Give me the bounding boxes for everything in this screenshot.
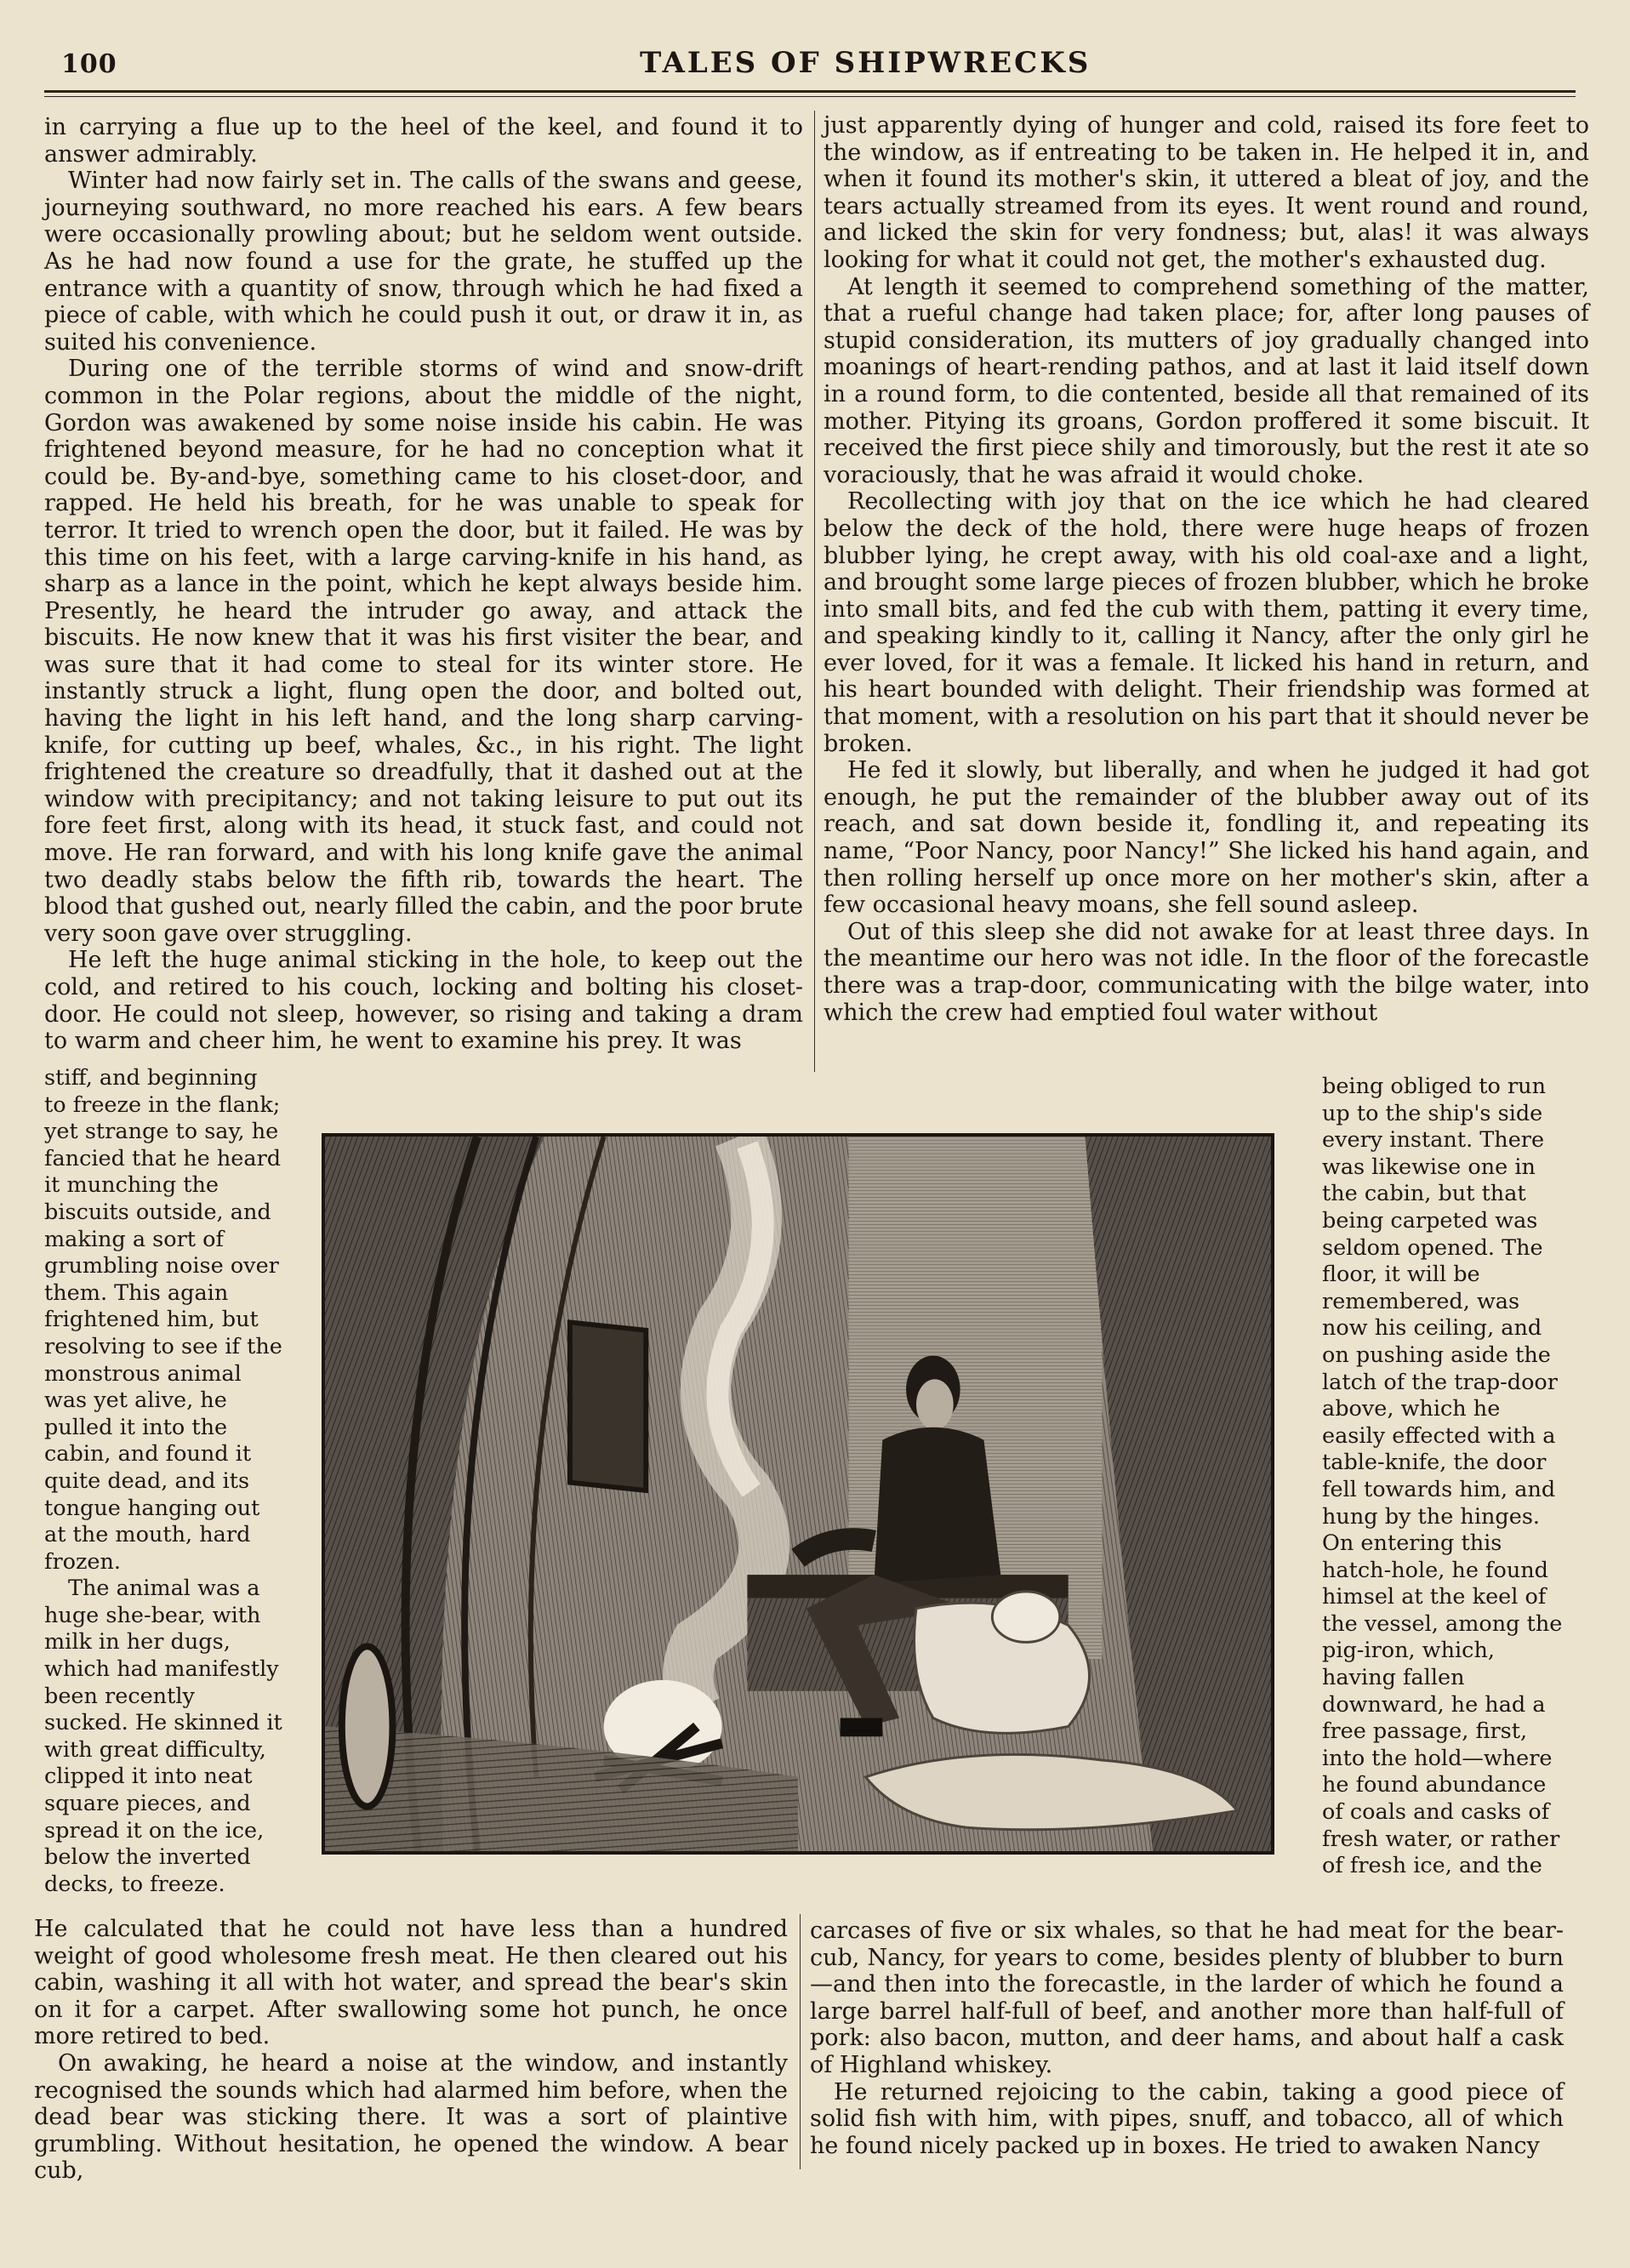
header-rule	[44, 90, 1576, 93]
engraving-illustration	[322, 1133, 1274, 1855]
right-column-bottom	[810, 1918, 1564, 2159]
engraving-svg	[325, 1137, 1271, 1851]
paragraph: being obliged to run up to the ship's side every instant. There was likewise one in the cabin, but that being carpeted was seldom opened. The floor, it will be remembered, was now his ceiling, and on pushing aside the latch of the trap-door above, which he easily effected with a table-knife, the door fell towards him, and hung by the hinges. On entering this hatch-hole, he found himsel at the keel of the vessel, among the pig-iron, which, having fallen downward, he had a free passage, first, into the hold—where he found abundance of coals and casks of fresh water, or rather of fresh ice, and the	[1322, 1074, 1563, 1879]
paragraph: carcases of five or six whales, so that he had meat for the bear-cub, Nancy, for years to come, besides plenty of blubber to burn—and then into the forecastle, in the larder of which he found a large barrel half-full of beef, and another more than half-full of pork: also bacon, mutton, and deer hams, and about half a cask of Highland whiskey.	[810, 1918, 1564, 2078]
paragraph: On awaking, he heard a noise at the window, and instantly recognised the sounds which had alarmed him before, when the dead bear was sticking there. It was a sort of plaintive grumbling. Without hesitation, he opened the window. A bear cub,	[34, 2049, 788, 2185]
left-column-narrow	[44, 1065, 284, 1898]
paragraph: just apparently dying of hunger and cold, raised its fore feet to the window, as if entreating to be taken in. He helped it in, and when it found its mother's skin, it uttered a bleat of joy, and the tears actually streamed from its eyes. It went round and round, and licked the skin for very fondness; but, alas! it was always looking for what it could not get, the mother's exhausted dug.	[824, 112, 1589, 273]
paragraph: Winter had now fairly set in. The calls of the swans and geese, journeying southward, no more reached his ears. A few bears were occasionally prowling about; but he seldom went outside. As he had now found a use for the grate, he stuffed up the entrance with a quantity of snow, through which he had fixed a piece of cable, with which he could push it out, or draw it in, as suited his convenience.	[44, 168, 803, 356]
paragraph: in carrying a flue up to the heel of the keel, and found it to answer admirably.	[44, 114, 803, 168]
column-rule-top	[814, 111, 815, 1072]
paragraph: stiff, and beginning to freeze in the flank; yet strange to say, he fancied that he heard it munching the biscuits outside, and making a sort of grumbling noise over them. This again frightened him, but resolving to see if the monstrous animal was yet alive, he pulled it into the cabin, and found it quite dead, and its tongue hanging out at the mouth, hard frozen.	[44, 1065, 282, 1575]
paragraph: Recollecting with joy that on the ice which he had cleared below the deck of the hold, there were huge heaps of frozen blubber lying, he crept away, with his old coal-axe and a light, and brought some large pieces of frozen blubber, which he broke into small bits, and fed the cub with them, patting it every time, and speaking kindly to it, calling it Nancy, after the only girl he ever loved, for it was a female. It licked his hand in return, and his heart bounded with delight. Their friendship was formed at that moment, with a resolution on his part that it should never be broken.	[824, 488, 1589, 757]
column-rule-bottom	[800, 1914, 801, 2169]
header-rule-thin	[44, 96, 1576, 97]
paragraph: Out of this sleep she did not awake for at least three days. In the meantime our hero was not idle. In the floor of the forecastle there was a trap-door, communicating with the bilge water, into which the crew had emptied foul water without	[824, 918, 1589, 1026]
right-column-top	[824, 112, 1589, 1026]
paragraph: During one of the terrible storms of wind and snow-drift common in the Polar regions, about the middle of the night, Gordon was awakened by some noise inside his cabin. He was frightened beyond measure, for he had no conception what it could be. By-and-bye, something came to his closet-door, and rapped. He held his breath, for he was unable to speak for terror. It tried to wrench open the door, but it failed. He was by this time on his feet, with a large carving-knife in his hand, as sharp as a lance in the point, which he kept always beside him. Presently, he heard the intruder go away, and attack the biscuits. He now knew that it was his first visiter the bear, and was sure that it had come to steal for its winter store. He instantly struck a light, flung open the door, and bolted out, having the light in his left hand, and the long sharp carving-knife, for cutting up beef, whales, &c., in his right. The light frightened the creature so dreadfully, that it dashed out at the window with precipitancy; and not taking leisure to put out its fore feet first, along with its head, it stuck fast, and could not move. He ran forward, and with his long knife gave the animal two deadly stabs below the fifth rib, towards the heart. The blood that gushed out, nearly filled the cabin, and the poor brute very soon gave over struggling.	[44, 356, 803, 947]
paragraph: At length it seemed to comprehend something of the matter, that a rueful change had taken place; for, after long pauses of stupid consideration, its mutters of joy gradually changed into moanings of heart-rending pathos, and at last it laid itself down in a round form, to die contented, beside all that remained of its mother. Pitying its groans, Gordon proffered it some biscuit. It received the first piece shily and timorously, but the rest it ate so voraciously, that he was afraid it would choke.	[824, 273, 1589, 488]
left-column-bottom	[34, 1916, 788, 2185]
paragraph: He calculated that he could not have less than a hundred weight of good wholesome fresh meat. He then cleared out his cabin, washing it all with hot water, and spread the bear's skin on it for a carpet. After swallowing some hot punch, he once more retired to bed.	[34, 1916, 788, 2050]
paragraph: He fed it slowly, but liberally, and when he judged it had got enough, he put the remainder of the blubber away out of its reach, and sat down beside it, fondling it, and repeating its name, “Poor Nancy, poor Nancy!” She licked his hand again, and then rolling herself up once more on her mother's skin, after a few occasional heavy moans, she fell sound asleep.	[824, 757, 1589, 919]
paragraph: He left the huge animal sticking in the hole, to keep out the cold, and retired to his couch, locking and bolting his closet-door. He could not sleep, however, so rising and taking a dram to warm and cheer him, he went to examine his prey. It was	[44, 947, 803, 1055]
page-number: 100	[61, 49, 117, 79]
right-column-narrow	[1322, 1074, 1569, 1880]
paragraph: The animal was a huge she-bear, with milk in her dugs, which had manifestly been recently sucked. He skinned it with great difficulty, clipped it into neat square pieces, and spread it on the ice, below the inverted decks, to freeze.	[44, 1576, 282, 1897]
left-column-top	[44, 114, 803, 1055]
paragraph: He returned rejoicing to the cabin, taking a good piece of solid fish with him, with pipes, snuff, and tobacco, all of which he found nicely packed up in boxes. He tried to awaken Nancy	[810, 2078, 1564, 2159]
running-title: TALES OF SHIPWRECKS	[640, 46, 1091, 80]
